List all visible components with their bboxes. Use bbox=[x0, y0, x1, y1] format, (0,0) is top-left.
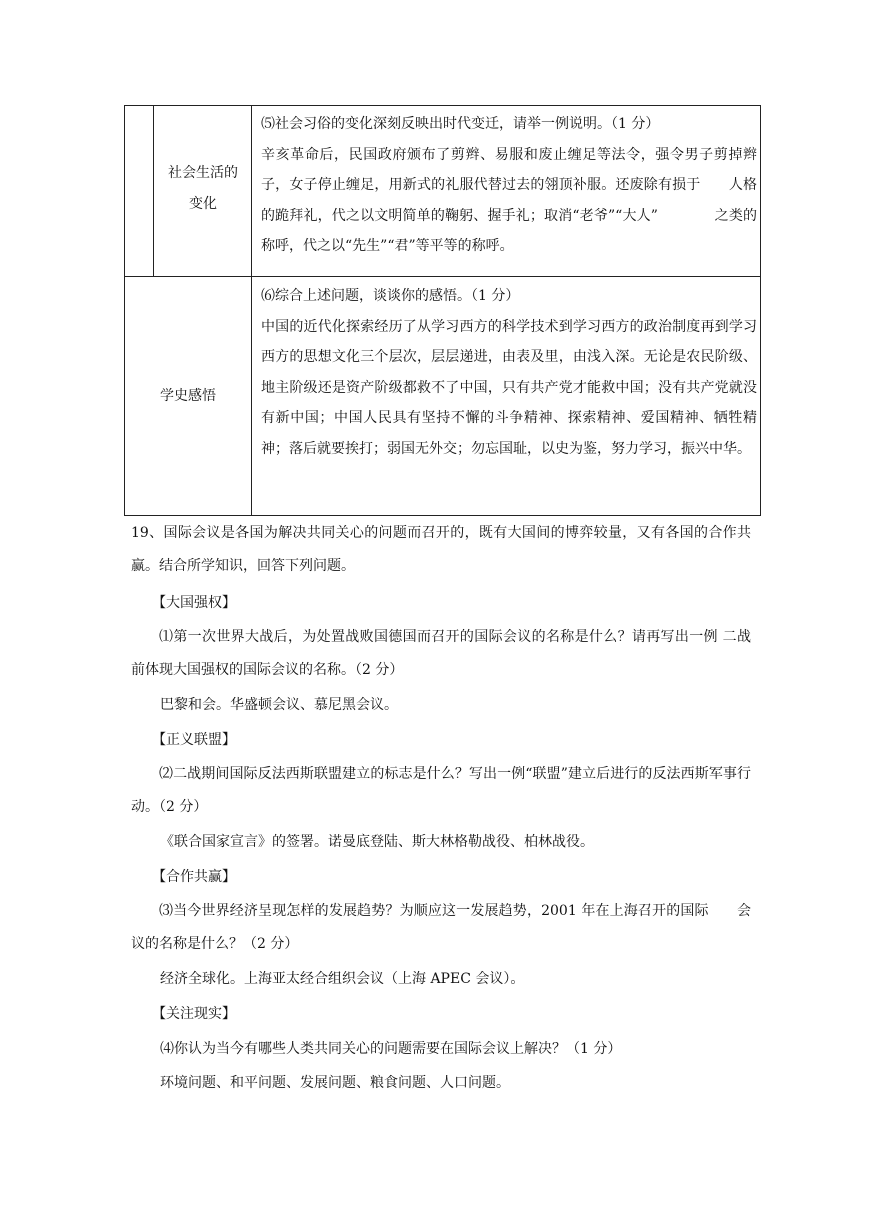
q19-question-4: ⑷你认为当今有哪些人类共同关心的问题需要在国际会议上解决？（1 分） bbox=[160, 1041, 622, 1057]
section-heading: 【正义联盟】 bbox=[152, 732, 236, 748]
table-divider-narrow bbox=[153, 106, 154, 276]
question-6: ⑹综合上述问题，谈谈你的感悟。（1 分） bbox=[261, 288, 520, 304]
q19-question-1: ⑴第一次世界大战后，为处置战败国德国而召开的国际会议的名称是什么？请再写出一例 二战前体现大国强权的国际会议的名称。（2 分） bbox=[131, 629, 751, 678]
q19-answer-3: 经济全球化。上海亚太经合组织会议（上海 APEC 会议）。 bbox=[160, 971, 525, 987]
table-row-divider bbox=[125, 276, 760, 277]
section-heading: 【大国强权】 bbox=[152, 595, 236, 611]
answer-6: 中国的近代化探索经历了从学习西方的科学技术到学习西方的政治制度再到学习西方的思想文化三个层次，层层递进，由表及里，由浅入深。无论是农民阶级、地主阶级还是资产阶级都救不了中国，只有共产党才能救中国；没有共产党就没有新中国；中国人民具有坚持不懈的斗争精神、探索精神、爱国精神、牺牲精神；落后就要挨打；弱国无外交；勿忘国耻，以史为鉴，努力学习，振兴中华。 bbox=[261, 318, 757, 457]
q19-answer-2: 《联合国家宣言》的签署。诺曼底登陆、斯大林格勒战役、柏林战役。 bbox=[160, 834, 594, 850]
q19-answer-4: 环境问题、和平问题、发展问题、粮食问题、人口问题。 bbox=[160, 1075, 510, 1091]
row1-content bbox=[261, 109, 757, 262]
table-divider-main bbox=[251, 106, 252, 515]
question-5: ⑸社会习俗的变化深刻反映出时代变迁，请举一例说明。（1 分） bbox=[261, 116, 660, 132]
row-label-social-life bbox=[155, 158, 251, 220]
section-heading: 【合作共赢】 bbox=[152, 869, 236, 885]
row2-content bbox=[261, 281, 757, 464]
row-label-line: 社会生活的 bbox=[168, 165, 238, 181]
row-label-history-reflection: 学史感悟 bbox=[160, 388, 216, 404]
history-table bbox=[124, 105, 761, 516]
q19-answer-1: 巴黎和会。华盛顿会议、慕尼黑会议。 bbox=[160, 697, 398, 713]
row-label-line: 变化 bbox=[189, 196, 217, 212]
q19-question-3: ⑶当今世界经济呈现怎样的发展趋势？为顺应这一发展趋势，2001 年在上海召开的国际 会议的名称是什么？（2 分） bbox=[131, 903, 751, 952]
q19-question-2: ⑵二战期间国际反法西斯联盟建立的标志是什么？写出一例“联盟”建立后进行的反法西斯军事行动。（2 分） bbox=[131, 766, 751, 815]
answer-5: 辛亥革命后，民国政府颁布了剪辫、易服和废止缠足等法令，强令男子剪掉辫子，女子停止缠足，用新式的礼服代替过去的翎顶补服。还废除有损于 人格的跪拜礼，代之以文明简单的鞠躬、握手礼；取消“老爷”“大人” 之类的称呼，代之以“先生”“君”等平等的称呼。 bbox=[261, 146, 757, 254]
section-heading: 【关注现实】 bbox=[152, 1006, 236, 1022]
q19-intro: 19、国际会议是各国为解决共同关心的问题而召开的，既有大国间的博弈较量，又有各国的合作共赢。结合所学知识，回答下列问题。 bbox=[131, 525, 751, 574]
